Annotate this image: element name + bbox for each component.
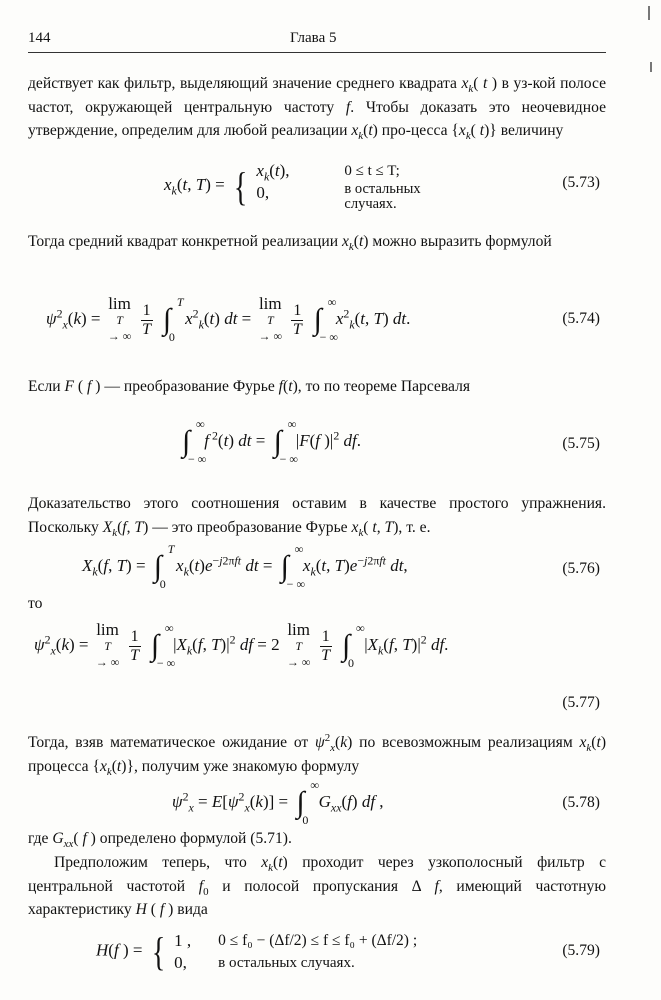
paragraph-then: то [28,595,43,612]
equation-number: (5.76) [562,560,600,577]
equation-number: (5.75) [562,435,600,452]
paragraph-mean-square: Тогда средний квадрат конкретной реализации $x_k(t)$ можно выразить формулой [28,233,552,254]
equation-number: (5.74) [562,310,600,327]
equation-number: (5.78) [562,794,600,811]
paragraph-filter: Предположим теперь, что $x_k(t)$ проходит через узкополосный фильтр с центральной частотой $f_0$ и полосой пропускания Δ f, имеющий частотную характеристику H ( f ) вида [28,854,606,919]
paragraph-where: где $G_{xx}$( f ) определено формулой (5.71). [28,830,292,851]
equation-5-79: H(f ) = { 1 , 0 ≤ f₀ − (Δf/2) ≤ f ≤ f₀ + (Δf/2) ; 0, в остальных случаях. (5.79) [96,929,600,974]
scan-mark [648,6,650,20]
paragraph-parseval: Если F ( f ) — преобразование Фурье f(t), то по теореме Парсеваля [28,378,471,395]
equation-5-76: $X_k(f$, T) = ∫ T 0 $x_k(t)e^{-j2\pi ft}$ dt = ∫ ∞ − ∞ $x_k(t$, $T)e^{-j2\pi ft}$ dt, (5.76) [82,542,600,591]
equation-number: (5.73) [562,174,600,191]
equation-number: (5.79) [562,942,600,959]
equation-5-73: $x_k(t$, T) = { $x_k(t)$, 0 ≤ t ≤ T; 0, в остальных случаях. (5.73) [164,161,600,212]
equation-5-78: $\psi^2_x = E[\psi^2_x(k)]$ = ∫ ∞ 0 $G_{xx}(f)$ df , (5.78) [172,778,600,827]
paragraph-fourier: Доказательство этого соотношения оставим в качестве простого упражнения. Поскольку $X_k(f$, T) — это преобразование Фурье $x_k$( t, T), т. е. [28,495,606,539]
chapter-title: Глава 5 [290,30,337,46]
paragraph-intro: действует как фильтр, выделяющий значение среднего квадрата $x_k$( t ) в уз-кой полосе частот, окружающей центральную частоту f. Чтобы доказать это неочевидное утверждение, определим для любой реализации $x_k(t)$ про-цесса {$x_k$( t)} величину [28,75,606,143]
equation-5-75: ∫ ∞ − ∞ f $^2$(t) dt = ∫ ∞ − ∞ |F(f )$|^2$ df. (5.75) [182,417,600,466]
header-rule [28,52,606,53]
page-number: 144 [28,30,51,46]
paragraph-expectation: Тогда, взяв математическое ожидание от $\psi^2_x(k)$ по всевозможным реализациям $x_k(t)$ процесса $\{x_k(t)\}$, получим уже знакомую формулу [28,731,607,778]
page-header [28,30,606,52]
equation-5-74: $\psi^2_x(k)$ = lim T → ∞ $\frac{1}{T}$ ∫ T 0 $x^2_k(t)$ dt = lim T → ∞ $\frac{1}{T}$ ∫ ∞ − ∞ $x^2_k(t$, T) dt. (5.74) [46,294,600,344]
scan-mark [650,62,652,72]
equation-5-77: $\psi^2_x(k)$ = lim T → ∞ $\frac{1}{T}$ ∫ ∞ − ∞ $|X_k(f$, $T)|^2$ df = 2 lim T → ∞ $\frac{1}{T}$ ∫ ∞ 0 $|X_k(f$, $T)|^2$ df. (5.77) [34,620,600,711]
equation-number: (5.77) [562,694,600,711]
